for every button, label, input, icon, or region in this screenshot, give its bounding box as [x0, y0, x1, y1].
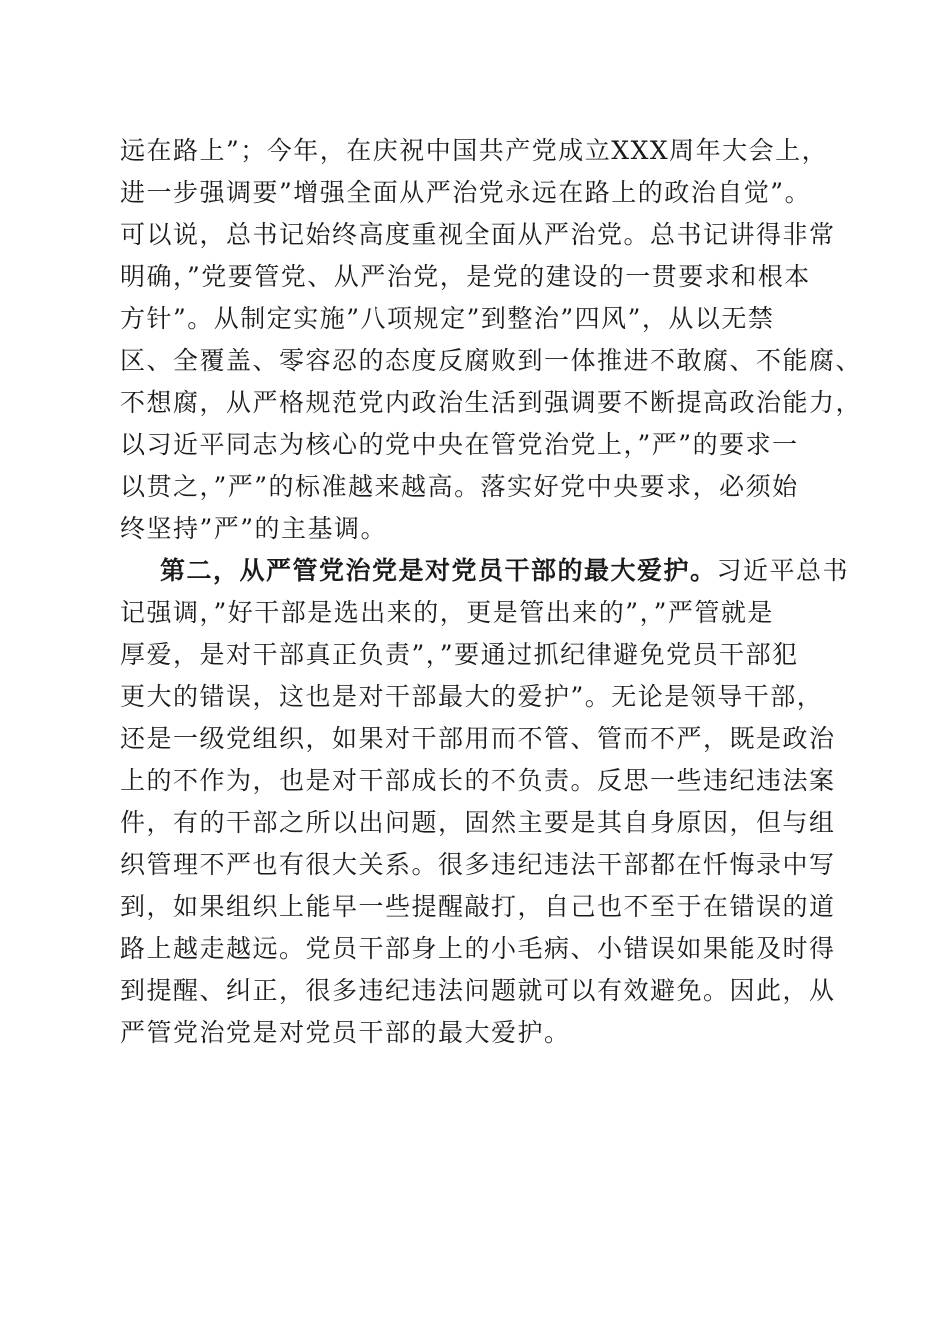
text-line: 还是一级党组织，如果对干部用而不管、管而不严，既是政治 — [120, 724, 836, 753]
text-line: 织管理不严也有很大关系。很多违纪违法干部都在忏悔录中写 — [120, 850, 836, 879]
text-line: 进一步强调要”增强全面从严治党永远在路上的政治自觉”。 — [120, 178, 812, 207]
text-fragment: 习近平总书 — [716, 556, 850, 585]
text-line: 以习近平同志为核心的党中央在管党治党上，”严”的要求一 — [120, 430, 799, 459]
paragraph-heading: 第二，从严管党治党是对党员干部的最大爱护。 — [160, 556, 717, 585]
text-line: 方针”。从制定实施”八项规定”到整治”四风”，从以无禁 — [120, 304, 775, 333]
text-line: 明确，”党要管党、从严治党，是党的建设的一贯要求和根本 — [120, 262, 811, 291]
text-line: 更大的错误，这也是对干部最大的爱护”。无论是领导干部， — [120, 682, 824, 711]
text-line: 以贯之，”严”的标准越来越高。落实好党中央要求，必须始 — [120, 472, 799, 501]
text-line: 到提醒、纠正，很多违纪违法问题就可以有效避免。因此，从 — [120, 976, 836, 1005]
text-line: 到，如果组织上能早一些提醒敲打，自己也不至于在错误的道 — [120, 892, 836, 921]
text-line: 路上越走越远。党员干部身上的小毛病、小错误如果能及时得 — [120, 934, 836, 963]
text-line: 区、全覆盖、零容忍的态度反腐败到一体推进不敢腐、不能腐、 — [120, 346, 863, 375]
paragraph-first-line — [120, 550, 850, 592]
paragraph-2 — [120, 550, 850, 1054]
text-line: 远在路上”；今年，在庆祝中国共产党成立XXX周年大会上， — [120, 136, 829, 165]
document-body — [120, 130, 863, 1054]
paragraph-1 — [120, 130, 863, 550]
text-line: 终坚持”严”的主基调。 — [120, 514, 388, 543]
text-line: 记强调，”好干部是选出来的，更是管出来的”，”严管就是 — [120, 598, 774, 627]
text-line: 不想腐，从严格规范党内政治生活到强调要不断提高政治能力， — [120, 388, 863, 417]
text-line: 严管党治党是对党员干部的最大爱护。 — [120, 1018, 571, 1047]
text-line: 可以说，总书记始终高度重视全面从严治党。总书记讲得非常 — [120, 220, 836, 249]
text-line: 厚爱，是对干部真正负责”，”要通过抓纪律避免党员干部犯 — [120, 640, 799, 669]
text-line: 件，有的干部之所以出问题，固然主要是其自身原因，但与组 — [120, 808, 836, 837]
text-line: 上的不作为，也是对干部成长的不负责。反思一些违纪违法案 — [120, 766, 836, 795]
